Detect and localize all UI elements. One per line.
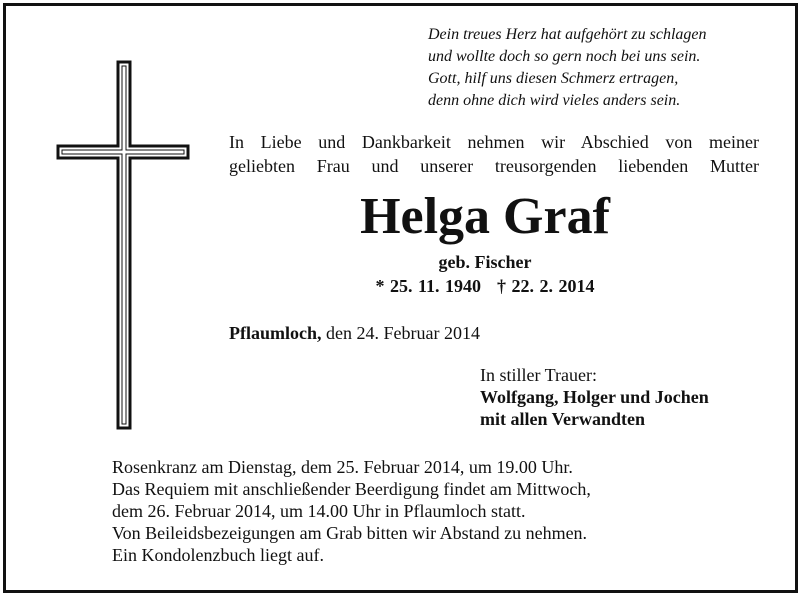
poem-line: denn ohne dich wird vieles anders sein. [428, 92, 681, 109]
mourners-names: Wolfgang, Holger und Jochen [480, 387, 709, 407]
notice-line: dem 26. Februar 2014, um 14.00 Uhr in Pflaumloch statt. [112, 501, 526, 521]
poem-line: Gott, hilf uns diesen Schmerz ertragen, [428, 70, 679, 87]
notice-line: Das Requiem mit anschließender Beerdigung findet am Mittwoch, [112, 479, 591, 499]
place-name: Pflaumloch, [229, 323, 322, 343]
poem-line: und wollte doch so gern noch bei uns sein. [428, 48, 701, 65]
death-date: † 22. 2. 2014 [497, 276, 595, 296]
place-and-date [229, 322, 480, 344]
deceased-name: Helga Graf [360, 188, 610, 245]
notice-line: Ein Kondolenzbuch liegt auf. [112, 545, 324, 565]
mourners-heading: In stiller Trauer: [480, 365, 597, 385]
intro-line: geliebten Frau und unserer treusorgenden liebenden Mutter [229, 156, 759, 176]
birth-date: * 25. 11. 1940 [375, 276, 481, 296]
mourners-relatives: mit allen Verwandten [480, 409, 646, 429]
notice-line: Rosenkranz am Dienstag, dem 25. Februar 2014, um 19.00 Uhr. [112, 457, 573, 477]
funeral-notice [112, 456, 591, 566]
life-dates [300, 275, 670, 297]
mourners-block [480, 364, 709, 430]
maiden-name: geb. Fischer [438, 252, 532, 272]
memorial-poem [428, 24, 706, 112]
cross-icon [56, 60, 191, 430]
poem-line: Dein treues Herz hat aufgehört zu schlagen [428, 26, 707, 43]
notice-line: Von Beileidsbezeigungen am Grab bitten wir Abstand zu nehmen. [112, 523, 588, 543]
notice-date: den 24. Februar 2014 [321, 323, 480, 343]
intro-text [229, 130, 759, 178]
intro-line: In Liebe und Dankbarkeit nehmen wir Abschied von meiner [229, 132, 759, 152]
